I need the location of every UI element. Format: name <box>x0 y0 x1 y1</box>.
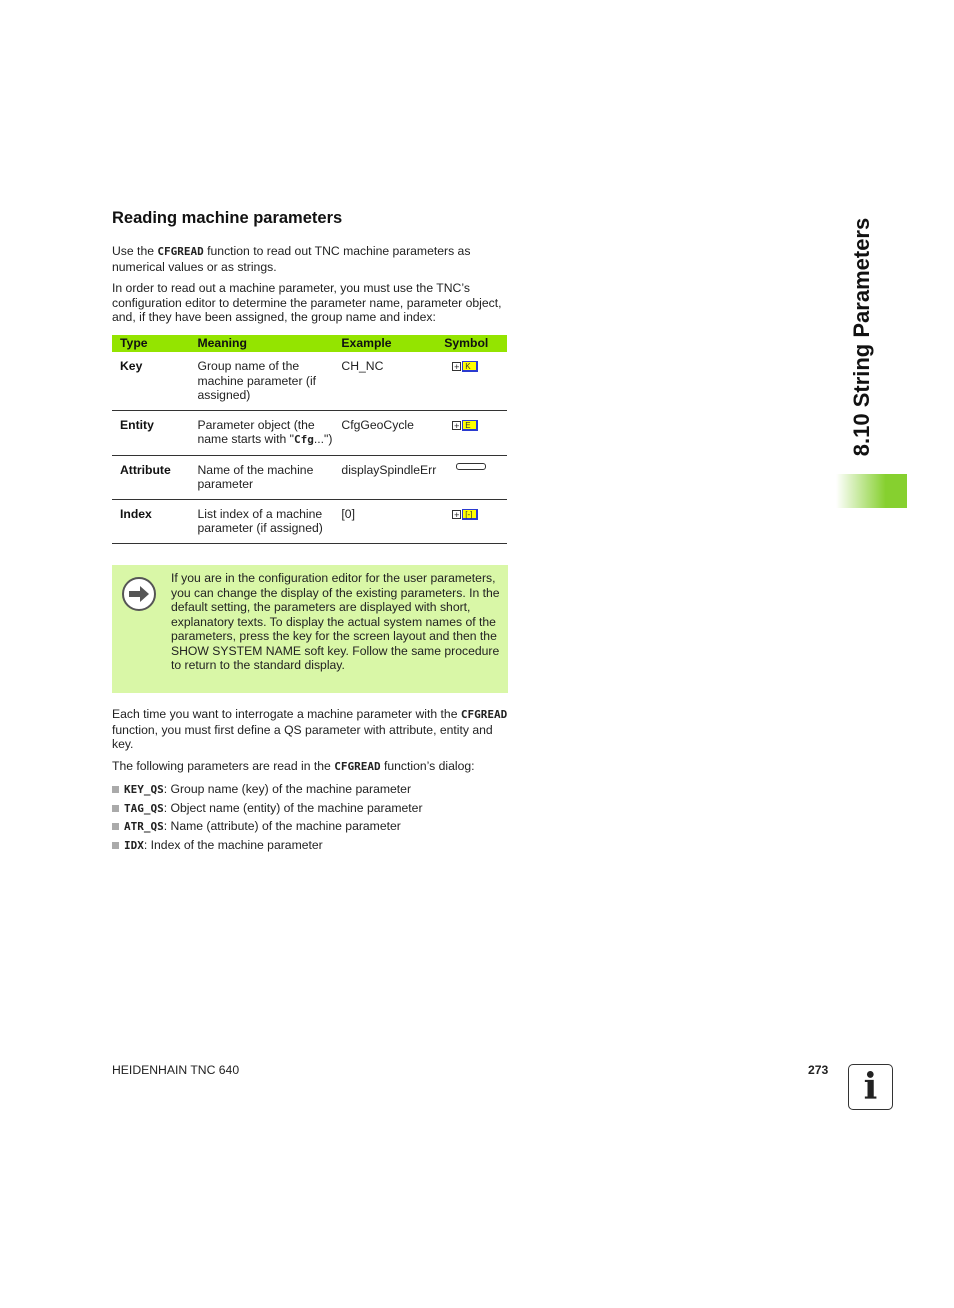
cell-meaning: Parameter object (the name starts with "Cfg...") <box>190 410 334 455</box>
cell-type: Attribute <box>112 455 190 499</box>
section-heading: Reading machine parameters <box>112 209 343 227</box>
cell-symbol <box>436 352 507 410</box>
chapter-side-title: 8.10 String Parameters <box>848 217 874 457</box>
folder-k-icon: + K <box>452 361 478 372</box>
cell-meaning: Group name of the machine parameter (if assigned) <box>190 352 334 410</box>
chapter-tab-marker <box>836 474 907 508</box>
list-item: TAG_QS: Object name (entity) of the machine parameter <box>112 801 423 820</box>
header-meaning: Meaning <box>190 335 334 352</box>
cell-symbol <box>436 455 507 499</box>
paragraph-editor: In order to read out a machine parameter, you must use the TNC’s configuration editor to determine the parameter name, parameter object, and, if they have been assigned, the group name and index: <box>112 281 502 324</box>
cell-example: [0] <box>333 499 436 543</box>
footer-product: HEIDENHAIN TNC 640 <box>112 1063 240 1077</box>
paragraph-intro <box>112 244 502 274</box>
note-box <box>112 565 508 693</box>
paragraph-interrogate: Each time you want to interrogate a machine parameter with the CFGREAD function, you must first define a QS parameter with attribute, entity and key. <box>112 707 508 751</box>
info-icon: i <box>848 1064 893 1110</box>
attribute-bar-icon <box>456 463 486 470</box>
table-row <box>112 410 507 455</box>
folder-e-icon: + E <box>452 420 478 431</box>
arrow-right-icon <box>122 577 156 611</box>
cell-symbol <box>436 499 507 543</box>
list-item: KEY_QS: Group name (key) of the machine parameter <box>112 782 423 801</box>
list-item: ATR_QS: Name (attribute) of the machine parameter <box>112 819 423 838</box>
page-number: 273 <box>808 1063 829 1077</box>
text: function to read out TNC machine parameters as numerical values or as strings. <box>112 244 471 274</box>
cell-meaning: Name of the machine parameter <box>190 455 334 499</box>
table-row <box>112 499 507 543</box>
list-item: IDX: Index of the machine parameter <box>112 838 423 857</box>
header-type: Type <box>112 335 190 352</box>
table-row <box>112 455 507 499</box>
cell-type: Entity <box>112 410 190 455</box>
folder-index-icon: + [-] <box>452 509 478 520</box>
table-row <box>112 352 507 410</box>
header-symbol: Symbol <box>436 335 507 352</box>
header-example: Example <box>333 335 436 352</box>
text: Use the <box>112 244 158 258</box>
cell-example: CfgGeoCycle <box>333 410 436 455</box>
paragraph-dialog: The following parameters are read in the CFGREAD function’s dialog: <box>112 759 475 773</box>
cell-example: CH_NC <box>333 352 436 410</box>
parameter-table <box>112 335 507 544</box>
table-header <box>112 335 507 352</box>
parameter-list <box>112 782 423 856</box>
note-text: If you are in the configuration editor for the user parameters, you can change the display of the existing parameters. In the default setting, the parameters are displayed with short, explanatory texts. To display the actual system names of the parameters, press the key for the screen layout and then the SHOW SYSTEM NAME soft key. Follow the same procedure to return to the standard display. <box>171 571 500 672</box>
cell-symbol <box>436 410 507 455</box>
cell-example: displaySpindleErr <box>333 455 436 499</box>
code: CFGREAD <box>157 245 204 258</box>
cell-type: Index <box>112 499 190 543</box>
cell-type: Key <box>112 352 190 410</box>
cell-meaning: List index of a machine parameter (if assigned) <box>190 499 334 543</box>
